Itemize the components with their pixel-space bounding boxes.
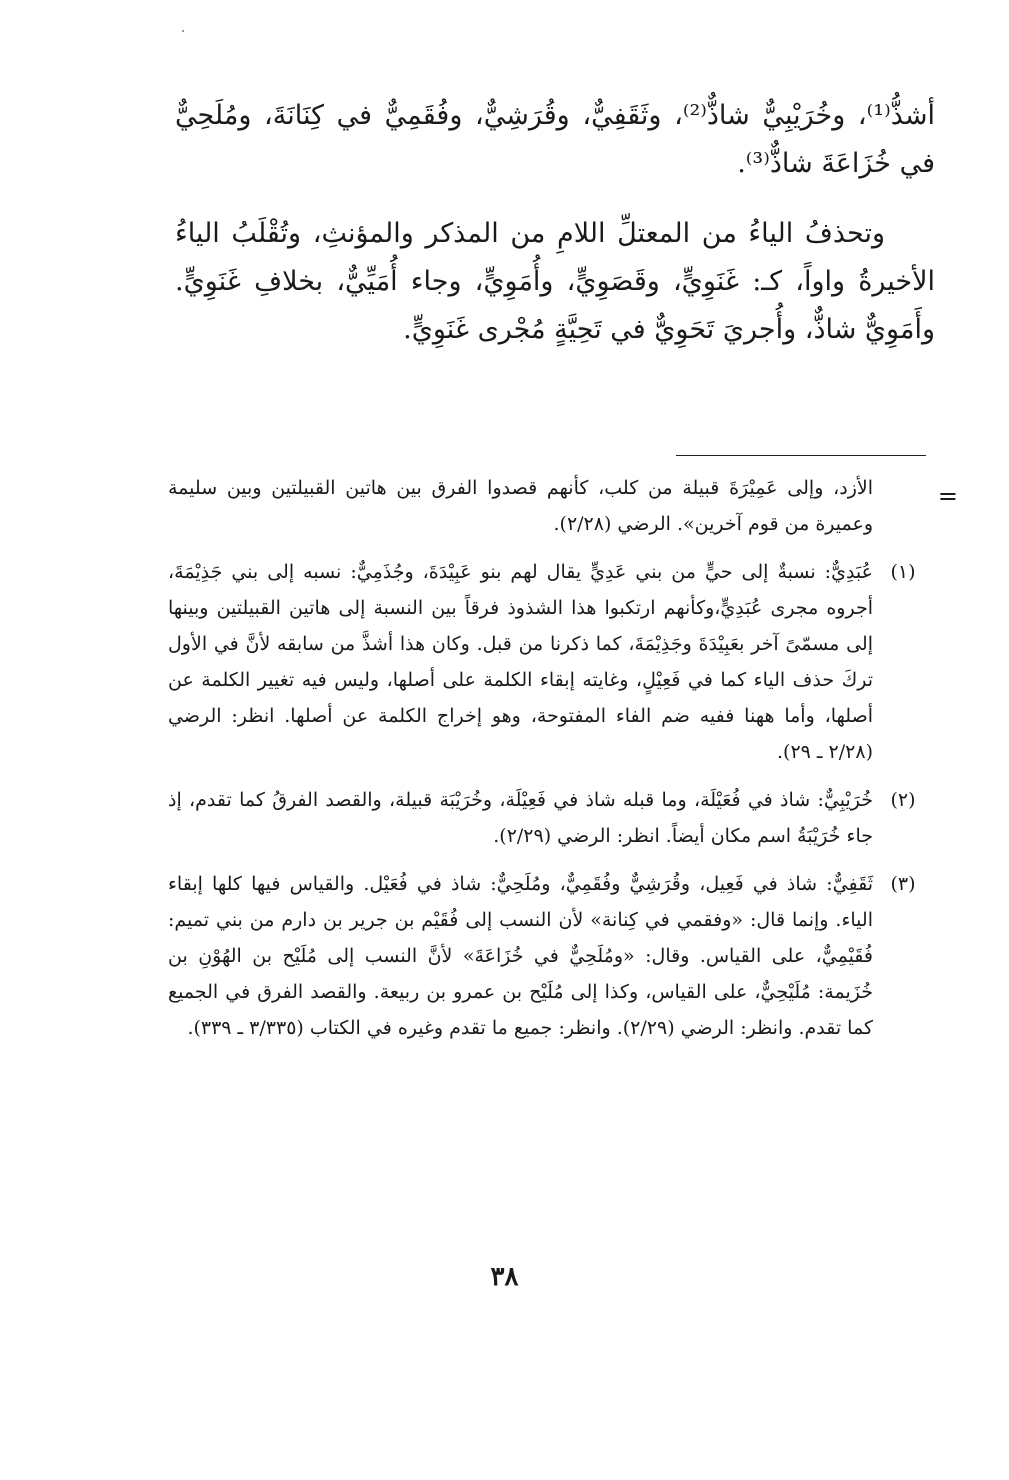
- footnote-2: [168, 782, 928, 854]
- footnote-number: (٢): [890, 789, 916, 811]
- scan-speck: [182, 30, 184, 32]
- footnote-3: [168, 866, 928, 1046]
- main-paragraph-2: وتحذفُ الياءُ من المعتلِّ اللامِ من المذكر والمؤنثِ، وتُقْلَبُ الياءُ الأخيرةُ واواً، كـ: غَنَوِيٍّ، وقَصَوِيٍّ، وأُمَوِيٍّ، وجاء أُمَيِّيٌّ، بخلافِ غَنَوِيٍّ. وأَمَوِيٌّ شاذٌّ، وأُجريَ تَحَوِيٌّ في تَحِيَّةٍ مُجْرى غَنَوِيٍّ.: [175, 218, 935, 345]
- footnote-number: (١): [890, 561, 916, 583]
- continuation-mark: =: [937, 482, 958, 510]
- page-number: ٣٨: [490, 1262, 519, 1292]
- main-paragraph-1: أشذُّ⁽¹⁾، وخُرَيْبِيٌّ شاذٌّ⁽²⁾، وثَقَفِيٌّ، وقُرَشِيٌّ، وفُقَمِيٌّ في كِنَانَةَ، ومُلَحِيٌّ في خُزَاعَةَ شاذٌّ⁽³⁾.: [175, 100, 935, 179]
- footnote-continuation: [168, 470, 958, 542]
- footnotes: [168, 470, 958, 1058]
- footnote-number: (٣): [890, 873, 916, 895]
- continuation-text: الأزد، وإلى عَمِيْرَةَ قبيلة من كلب، كأنهم قصدوا الفرق بين هاتين القبيلتين وبين سليمة وعميرة من قوم آخرين». الرضي (٢/٢٨).: [168, 477, 873, 535]
- footnote-separator: [676, 455, 926, 456]
- main-text: [175, 92, 935, 354]
- footnote-text: عُبَدِيٌّ: نسبةٌ إلى حيٍّ من بني عَدِيٍّ يقال لهم بنو عَبِيْدَةَ، وجُذَمِيٌّ: نسبه إلى بني جَذِيْمَةَ، أجروه مجرى عُبَدِيٍّ،وكأنهم ارتكبوا هذا الشذوذ فرقاً بين النسبة إلى هاتين القبيلتين وبينها إلى مسمّىً آخر بعَبِيْدَةَ وجَذِيْمَةَ، كما ذكرنا من قبل. وكان هذا أشذَّ من سابقه لأنَّ في الأول تركَ حذف الياء كما في فَعِيْلٍ، وغايته إبقاء الكلمة على أصلها، وليس فيه تغيير الكلمة عن أصلها، وأما ههنا ففيه ضم الفاء المفتوحة، وهو إخراج الكلمة عن أصلها. انظر: الرضي (٢/٢٨ ـ ٢٩).: [168, 561, 873, 763]
- footnote-text: ثَقَفِيٌّ: شاذ في فَعِيل، وقُرَشِيٌّ وفُقَمِيٌّ، ومُلَحِيٌّ: شاذ في فُعَيْل. والقياس فيها كلها إبقاء الياء. وإنما قال: «وفقمي في كِنانة» لأن النسب إلى فُقَيْم بن جرير بن دارم من بني تميم: فُقَيْمِيٌّ، على القياس. وقال: «ومُلَحِيٌّ في خُزَاعَةَ» لأنَّ النسب إلى مُلَيْح بن الهُوْنِ بن خُزَيمة: مُلَيْحِيٌّ، على القياس، وكذا إلى مُلَيْح بن عمرو بن ربيعة. والقصد الفرق في الجميع كما تقدم. وانظر: الرضي (٢/٢٩). وانظر: جميع ما تقدم وغيره في الكتاب (٣/٣٣٥ ـ ٣٣٩).: [168, 873, 873, 1039]
- footnote-1: [168, 554, 928, 770]
- footnote-text: خُرَيْبِيٌّ: شاذ في فُعَيْلَة، وما قبله شاذ في فَعِيْلَة، وخُرَيْبَة قبيلة، والقصد الفرقُ كما تقدم، إذ جاء خُرَيْبَةُ اسم مكان أيضاً. انظر: الرضي (٢/٢٩).: [168, 789, 873, 847]
